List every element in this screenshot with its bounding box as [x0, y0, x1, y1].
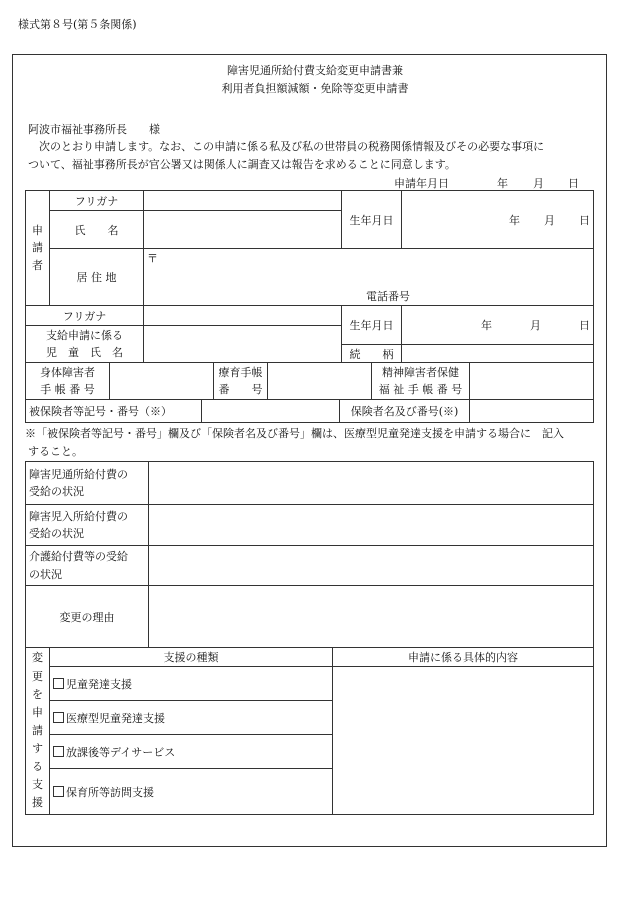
application-date-month: 月 — [533, 177, 544, 190]
status-label-residential: 障害児入所給付費の 受給の状況 — [26, 505, 149, 546]
support-item-after-school-day-service[interactable]: 放課後等デイサービス — [50, 735, 333, 769]
support-table — [25, 647, 594, 815]
applicant-name-field[interactable] — [144, 211, 342, 249]
applicant-furigana-field[interactable] — [144, 191, 342, 211]
status-label-commute: 障害児通所給付費の 受給の状況 — [26, 462, 149, 505]
applicant-address-label: 居 住 地 — [50, 249, 144, 306]
support-detail-header: 申請に係る具体的内容 — [333, 648, 594, 667]
child-furigana-field[interactable] — [144, 306, 342, 326]
phone-label: 電話番号 — [366, 290, 410, 303]
mental-handbook-field[interactable] — [470, 363, 594, 400]
status-field-commute[interactable] — [149, 462, 594, 505]
checkbox-icon[interactable] — [53, 712, 64, 723]
insured-number-field[interactable] — [202, 400, 340, 423]
checkbox-icon[interactable] — [53, 786, 64, 797]
reason-field[interactable] — [149, 586, 594, 648]
form-title-line2: 利用者負担額減額・免除等変更申請書 — [221, 82, 409, 95]
support-type-header: 支援の種類 — [50, 648, 333, 667]
status-label-care: 介護給付費等の受給 の状況 — [26, 546, 149, 586]
addressee: 阿波市福祉事務所長 様 — [28, 123, 160, 136]
support-item-child-development[interactable]: 児童発達支援 — [50, 667, 333, 701]
child-name-field[interactable] — [144, 326, 342, 363]
application-date-year: 年 — [497, 177, 508, 190]
applicant-address-field[interactable]: 〒 電話番号 — [144, 249, 594, 306]
applicant-birth-label: 生年月日 — [342, 191, 402, 249]
child-relation-field[interactable] — [402, 345, 594, 363]
form-number: 様式第８号(第５条関係) — [18, 18, 137, 31]
ryoiku-handbook-label: 療育手帳 番 号 — [214, 363, 268, 400]
insurance-table — [25, 399, 594, 423]
applicant-table — [25, 190, 594, 363]
ryoiku-handbook-field[interactable] — [268, 363, 372, 400]
note-line1: ※「被保険者等記号・番号」欄及び「保険者名及び番号」欄は、医療型児童発達支援を申請する場合に 記入 — [25, 427, 564, 440]
applicant-name-label: 氏 名 — [50, 211, 144, 249]
mental-handbook-label: 精神障害者保健 福 祉 手 帳 番 号 — [372, 363, 470, 400]
intro-line2: ついて、福祉事務所長が官公署又は関係人に調査又は報告を求めることに同意します。 — [28, 158, 456, 171]
applicant-section-label: 申 請 者 — [26, 191, 50, 306]
insurer-field[interactable] — [470, 400, 594, 423]
support-item-medical-child-development[interactable]: 医療型児童発達支援 — [50, 701, 333, 735]
checkbox-icon[interactable] — [53, 746, 64, 757]
applicant-birth-field[interactable]: 年 月 日 — [402, 191, 594, 249]
application-date-label: 申請年月日 — [394, 177, 449, 190]
child-name-label: 支給申請に係る 児 童 氏 名 — [26, 326, 144, 363]
physical-handbook-label: 身体障害者 手 帳 番 号 — [26, 363, 110, 400]
support-detail-field[interactable] — [333, 667, 594, 815]
child-relation-label: 続 柄 — [342, 345, 402, 363]
support-item-nursery-visit[interactable]: 保育所等訪問支援 — [50, 769, 333, 815]
note-line2: すること。 — [28, 445, 83, 458]
applicant-furigana-label: フリガナ — [50, 191, 144, 211]
child-birth-label: 生年月日 — [342, 306, 402, 345]
application-date-day: 日 — [568, 177, 579, 190]
status-table — [25, 461, 594, 648]
form-title-line1: 障害児通所給付費支給変更申請書兼 — [227, 64, 403, 77]
handbook-table — [25, 362, 594, 400]
support-section-label: 変 更 を 申 請 す る 支 援 — [26, 648, 50, 815]
insured-number-label: 被保険者等記号・番号（※） — [26, 400, 202, 423]
child-birth-field[interactable]: 年 月 日 — [402, 306, 594, 345]
insurer-label: 保険者名及び番号(※) — [340, 400, 470, 423]
reason-label: 変更の理由 — [26, 586, 149, 648]
physical-handbook-field[interactable] — [110, 363, 214, 400]
child-furigana-label: フリガナ — [26, 306, 144, 326]
checkbox-icon[interactable] — [53, 678, 64, 689]
status-field-care[interactable] — [149, 546, 594, 586]
intro-line1: 次のとおり申請します。なお、この申請に係る私及び私の世帯員の税務関係情報及びその必要な事項に — [39, 140, 545, 153]
status-field-residential[interactable] — [149, 505, 594, 546]
